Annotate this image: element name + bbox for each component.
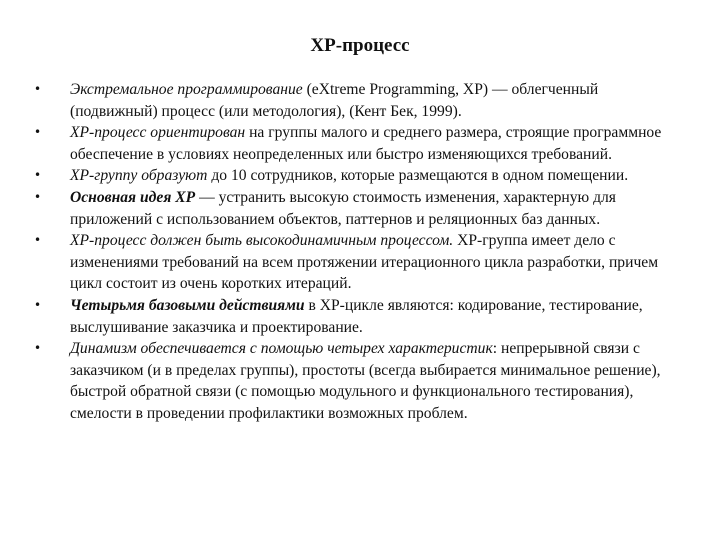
bullet-icon: • — [34, 341, 42, 356]
item-text: (eXtreme Programming, XP) — облегченный (подвижный) процесс (или методология), (Кент Бек, 1999). — [70, 81, 599, 120]
item-lead: Четырьмя базовыми действиями — [70, 296, 305, 314]
list-item — [24, 338, 684, 424]
item-text: : непрерывной связи с заказчиком (и в пределах группы), простоты (всегда выбирается минимальное решение), быстрой обратной связи (с помощью модульного и функционального тестирования), смелости в проведении профилактики возможных проблем. — [70, 340, 661, 422]
list-item — [24, 187, 684, 230]
item-lead: Динамизм обеспечивается с помощью четырех характеристик — [70, 340, 493, 358]
bullet-icon: • — [34, 297, 42, 312]
item-text: — устранить высокую стоимость изменения, характерную для приложений с использованием объектов, паттернов и реляционных баз данных. — [70, 188, 616, 228]
list-item — [24, 79, 684, 122]
item-text: до 10 сотрудников, которые размещаются в одном помещении. — [207, 167, 629, 185]
slide-title: XP-процесс — [310, 35, 410, 56]
item-text: XP-группа имеет дело с изменениями требований на всем протяжении итерационного цикла разработки, причем цикл состоит из очень коротких итераций. — [70, 232, 659, 293]
item-lead: Основная идея XP — [70, 188, 196, 206]
item-lead: Экстремальное программирование — [70, 81, 303, 98]
item-lead: XP-процесс ориентирован — [70, 124, 246, 142]
item-lead: XP-процесс должен быть высокодинамичным процессом. — [70, 232, 454, 250]
list-item — [24, 122, 684, 165]
bullet-icon: • — [34, 233, 42, 248]
list-item — [24, 165, 684, 187]
bullet-icon: • — [34, 189, 42, 204]
bullet-icon: • — [34, 125, 42, 140]
item-text: на группы малого и среднего размера, строящие программное обеспечение в условиях неопределенных или быстро изменяющихся требований. — [70, 124, 662, 163]
bullet-icon: • — [34, 168, 42, 183]
bullet-list — [24, 79, 684, 425]
item-lead: XP-группу образуют — [70, 167, 208, 185]
item-text: в XP-цикле являются: кодирование, тестирование, выслушивание заказчика и проектирование. — [70, 296, 643, 336]
list-item — [24, 295, 684, 338]
list-item — [24, 230, 684, 295]
bullet-icon: • — [34, 82, 42, 96]
